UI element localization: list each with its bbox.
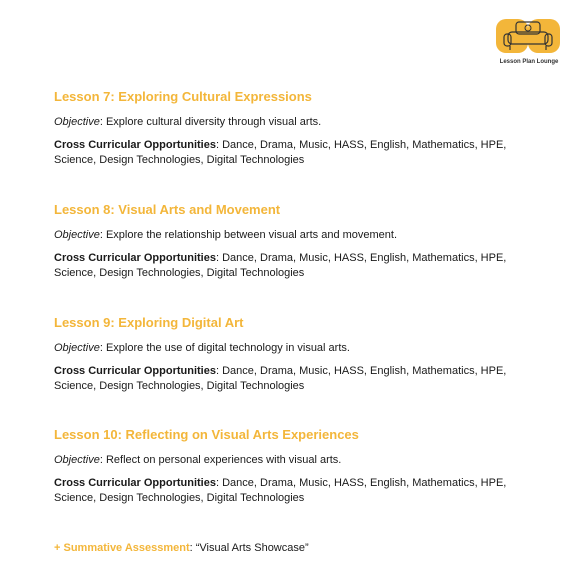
lesson-objective [54,115,534,129]
cco-label: Cross Curricular Opportunities [54,477,216,489]
logo [494,17,564,71]
objective-label: Objective [54,342,100,354]
cco-label: Cross Curricular Opportunities [54,252,216,264]
cco-label: Cross Curricular Opportunities [54,365,216,377]
summative-text: : “Visual Arts Showcase” [189,542,309,554]
summative-assessment [54,541,309,555]
cco-text: : Dance, Drama, Music, HASS, English, Mathematics, HPE, Science, Design Technologies, Digital Technologies [54,477,507,504]
lesson-objective [54,341,534,355]
cco-label: Cross Curricular Opportunities [54,139,216,151]
lesson-title: Lesson 10: Reflecting on Visual Arts Experiences [54,427,359,442]
objective-text: : Explore cultural diversity through visual arts. [99,116,322,128]
logo-text: Lesson Plan Lounge [499,59,559,65]
lesson-title: Lesson 8: Visual Arts and Movement [54,202,281,217]
objective-label: Objective [54,116,100,128]
summative-label: Summative Assessment [63,542,190,554]
lesson-8 [54,202,534,281]
lesson-objective [54,453,534,467]
lesson-title: Lesson 9: Exploring Digital Art [54,315,244,330]
cco-text: : Dance, Drama, Music, HASS, English, Mathematics, HPE, Science, Design Technologies, Digital Technologies [54,252,507,279]
cross-curricular [54,251,534,281]
lesson-10 [54,427,534,506]
objective-label: Objective [54,454,100,466]
cco-text: : Dance, Drama, Music, HASS, English, Mathematics, HPE, Science, Design Technologies, Digital Technologies [54,365,507,392]
lesson-9 [54,315,534,394]
objective-text: : Reflect on personal experiences with visual arts. [99,454,342,466]
sofa-icon [494,17,564,59]
lesson-7 [54,89,534,168]
cross-curricular [54,138,534,168]
lesson-title: Lesson 7: Exploring Cultural Expressions [54,89,312,104]
cco-text: : Dance, Drama, Music, HASS, English, Mathematics, HPE, Science, Design Technologies, Digital Technologies [54,139,507,166]
lesson-objective [54,228,534,242]
objective-text: : Explore the use of digital technology in visual arts. [99,342,350,354]
cross-curricular [54,476,534,506]
summative-prefix: + [54,542,64,554]
objective-text: : Explore the relationship between visual arts and movement. [99,229,398,241]
cross-curricular [54,364,534,394]
objective-label: Objective [54,229,100,241]
